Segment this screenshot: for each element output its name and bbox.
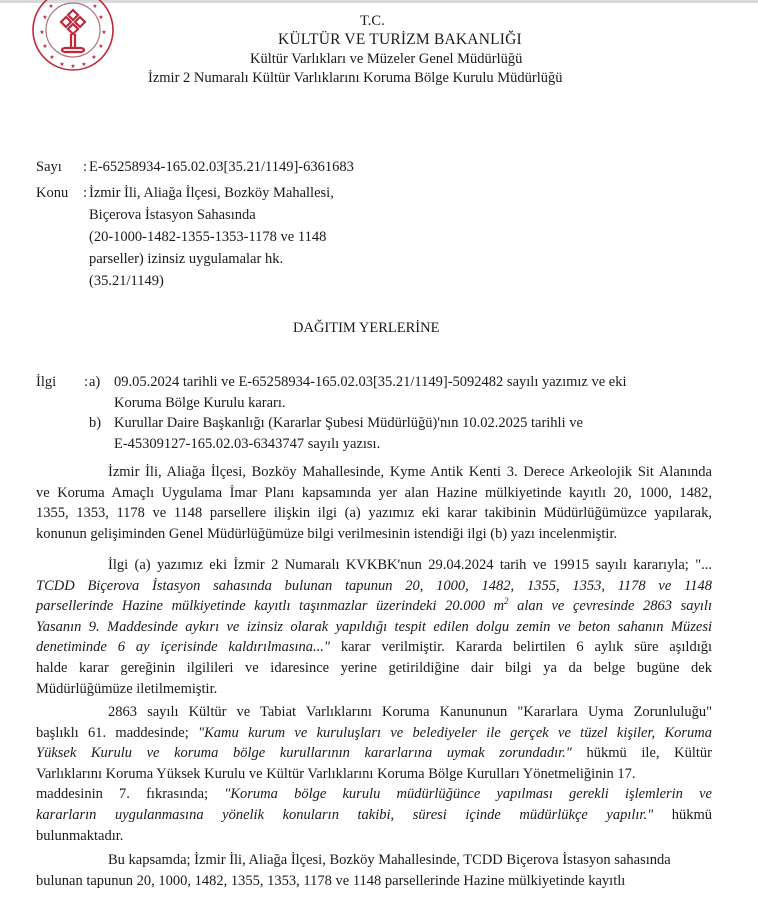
paragraph-line: 2863 sayılı Kültür ve Tabiat Varlıklarını Koruma Kanununun "Kararlara Uyma Zorunluluğu"	[108, 704, 712, 720]
ilgi-label: İlgi	[36, 374, 57, 390]
reference-line: Kurullar Daire Başkanlığı (Kararlar Şubesi Müdürlüğü)'nın 10.02.2025 tarihli ve	[114, 415, 583, 431]
ministry-seal-icon	[31, 0, 115, 72]
paragraph-line: bulunmaktadır.	[36, 827, 124, 844]
reference-line: E-45309127-165.02.03-6343747 sayılı yazısı.	[114, 435, 381, 452]
reference-list	[89, 372, 749, 454]
quoted-decision: alan ve çevresinde 2863 sayılı	[508, 598, 712, 615]
reference-marker: b)	[89, 415, 102, 431]
ministry-name: KÜLTÜR VE TURİZM BAKANLIĞI	[278, 31, 522, 48]
svg-text:★: ★	[98, 14, 104, 21]
state-name: T.C.	[360, 13, 385, 29]
svg-text:★: ★	[42, 43, 48, 50]
general-directorate-name: Kültür Varlıkları ve Müzeler Genel Müdürlüğü	[250, 51, 523, 67]
paragraph-line: 1355, 1353, 1178 ve 1148 parsellere ilişkin ilgi (a) yazımız eki karar takibinin Müdürlüğümüzce yapılarak,	[36, 505, 712, 522]
paragraph-text: başlıklı 61. maddesinde;	[36, 724, 199, 741]
paragraph-text: hükmü	[653, 806, 712, 823]
superscript: 2	[504, 596, 509, 607]
svg-text:★: ★	[98, 43, 104, 50]
quoted-decision: Yasanın 9. Maddesinde aykırı ve izinsiz olarak yapıldığı tespit edilen dolgu zemin ve beton sahanın Müzesi	[36, 618, 712, 635]
svg-text:★: ★	[42, 14, 48, 21]
svg-text:★: ★	[101, 29, 107, 36]
svg-text:★: ★	[48, 3, 54, 10]
svg-text:★: ★	[59, 61, 65, 68]
ilgi-colon: :	[84, 374, 89, 390]
paragraph-text: maddesinin 7. fıkrasında;	[36, 786, 225, 803]
konu-value	[89, 182, 334, 292]
paragraph-text: karar verilmiştir. Kararda belirtilen 6 aylık süre aşıldığı	[329, 639, 713, 656]
quoted-law: Yüksek Kurulu ve koruma bölge kurullarının kararlarına uymak zorundadır."	[36, 745, 572, 762]
quoted-law: "Kamu kurum ve kuruluşları ve belediyeler ile gerçek ve tüzel kişiler, Koruma	[198, 724, 712, 741]
paragraph-line: İzmir İli, Aliağa İlçesi, Bozköy Mahallesinde, Kyme Antik Kenti 3. Derece Arkeolojik Sit Alanında	[108, 464, 712, 480]
paragraph-3	[36, 702, 712, 846]
quoted-decision: TCDD Biçerova İstasyon sahasında bulunan tapunun 20, 1000, 1482, 1355, 1353, 1178 ve 1148	[36, 577, 712, 594]
paragraph-line: Varlıklarını Koruma Yüksek Kurulu ve Kültür Varlıklarını Koruma Bölge Kurulları Yönetmeliğinin 17.	[36, 765, 636, 782]
konu-line: (35.21/1149)	[89, 273, 164, 289]
paragraph-text: hükmü ile, Kültür	[571, 745, 712, 762]
konu-line: (20-1000-1482-1355-1353-1178 ve 1148	[89, 229, 327, 245]
reference-line: Koruma Bölge Kurulu kararı.	[114, 394, 286, 411]
paragraph-line: bulunan tapunun 20, 1000, 1482, 1355, 1353, 1178 ve 1148 parsellerinde Hazine mülkiyetinde kayıtlı	[36, 872, 626, 889]
reference-line: 09.05.2024 tarihli ve E-65258934-165.02.03[35.21/1149]-5092482 sayılı yazımız ve eki	[114, 374, 627, 390]
reference-item-b	[89, 413, 749, 454]
svg-text:★: ★	[81, 61, 87, 68]
paragraph-2	[36, 555, 712, 699]
sayi-value: E-65258934-165.02.03[35.21/1149]-6361683	[89, 159, 354, 175]
paragraph-line: Müdürlüğümüze iletilmemiştir.	[36, 680, 218, 697]
reference-item-a	[89, 372, 749, 413]
quoted-decision: parsellerinde Hazine mülkiyetinde kayıtlı taşınmazlar üzerindeki 20.000 m	[36, 598, 505, 615]
sayi-colon: :	[83, 159, 88, 175]
konu-colon: :	[83, 185, 88, 201]
svg-text:★: ★	[39, 29, 45, 36]
konu-line: İzmir İli, Aliağa İlçesi, Bozköy Mahallesi,	[89, 185, 334, 201]
svg-text:★: ★	[91, 54, 97, 61]
konu-line: Biçerova İstasyon Sahasında	[89, 207, 256, 223]
sayi-label: Sayı	[36, 159, 62, 175]
distribution-title: DAĞITIM YERLERİNE	[293, 320, 440, 336]
paragraph-1	[36, 462, 712, 544]
paragraph-line: halde karar gereğinin ilgilileri ve idaresince yerine getirildiğine dair bilgi ya da belge bugüne dek	[36, 659, 712, 676]
quoted-regulation: kararların uygulanmasına yönelik konuların takibi, süresi içinde müdürlükçe yapılır."	[36, 806, 654, 823]
paragraph-line: Bu kapsamda; İzmir İli, Aliağa İlçesi, Bozköy Mahallesinde, TCDD Biçerova İstasyon sahasında	[108, 852, 671, 868]
svg-text:★: ★	[49, 54, 55, 61]
reference-marker: a)	[89, 374, 101, 390]
paragraph-line: ve Koruma Amaçlı Uygulama İmar Planı kapsamında yer alan Hazine mülkiyetinde kayıtlı 20, 1000, 1482,	[36, 484, 712, 501]
directorate-name: İzmir 2 Numaralı Kültür Varlıklarını Koruma Bölge Kurulu Müdürlüğü	[148, 70, 563, 86]
paragraph-line: İlgi (a) yazımız eki İzmir 2 Numaralı KVKBK'nun 29.04.2024 tarih ve 19915 sayılı kararıyla; "...	[108, 557, 712, 573]
konu-label: Konu	[36, 185, 69, 201]
paragraph-line: konunun gelişiminden Genel Müdürlüğümüze bilgi verilmesinin istendiği ilgi (b) yazı incelenmiştir.	[36, 525, 618, 542]
konu-line: parseller) izinsiz uygulamalar hk.	[89, 251, 284, 267]
quoted-regulation: "Koruma bölge kurulu müdürlüğünce yapılması gerekli işlemlerin ve	[224, 786, 712, 803]
svg-text:★: ★	[70, 63, 76, 70]
svg-text:★: ★	[92, 3, 98, 10]
paragraph-4	[36, 850, 712, 891]
quoted-decision: denetiminde 6 ay içerisinde kaldırılmasına..."	[36, 639, 330, 656]
